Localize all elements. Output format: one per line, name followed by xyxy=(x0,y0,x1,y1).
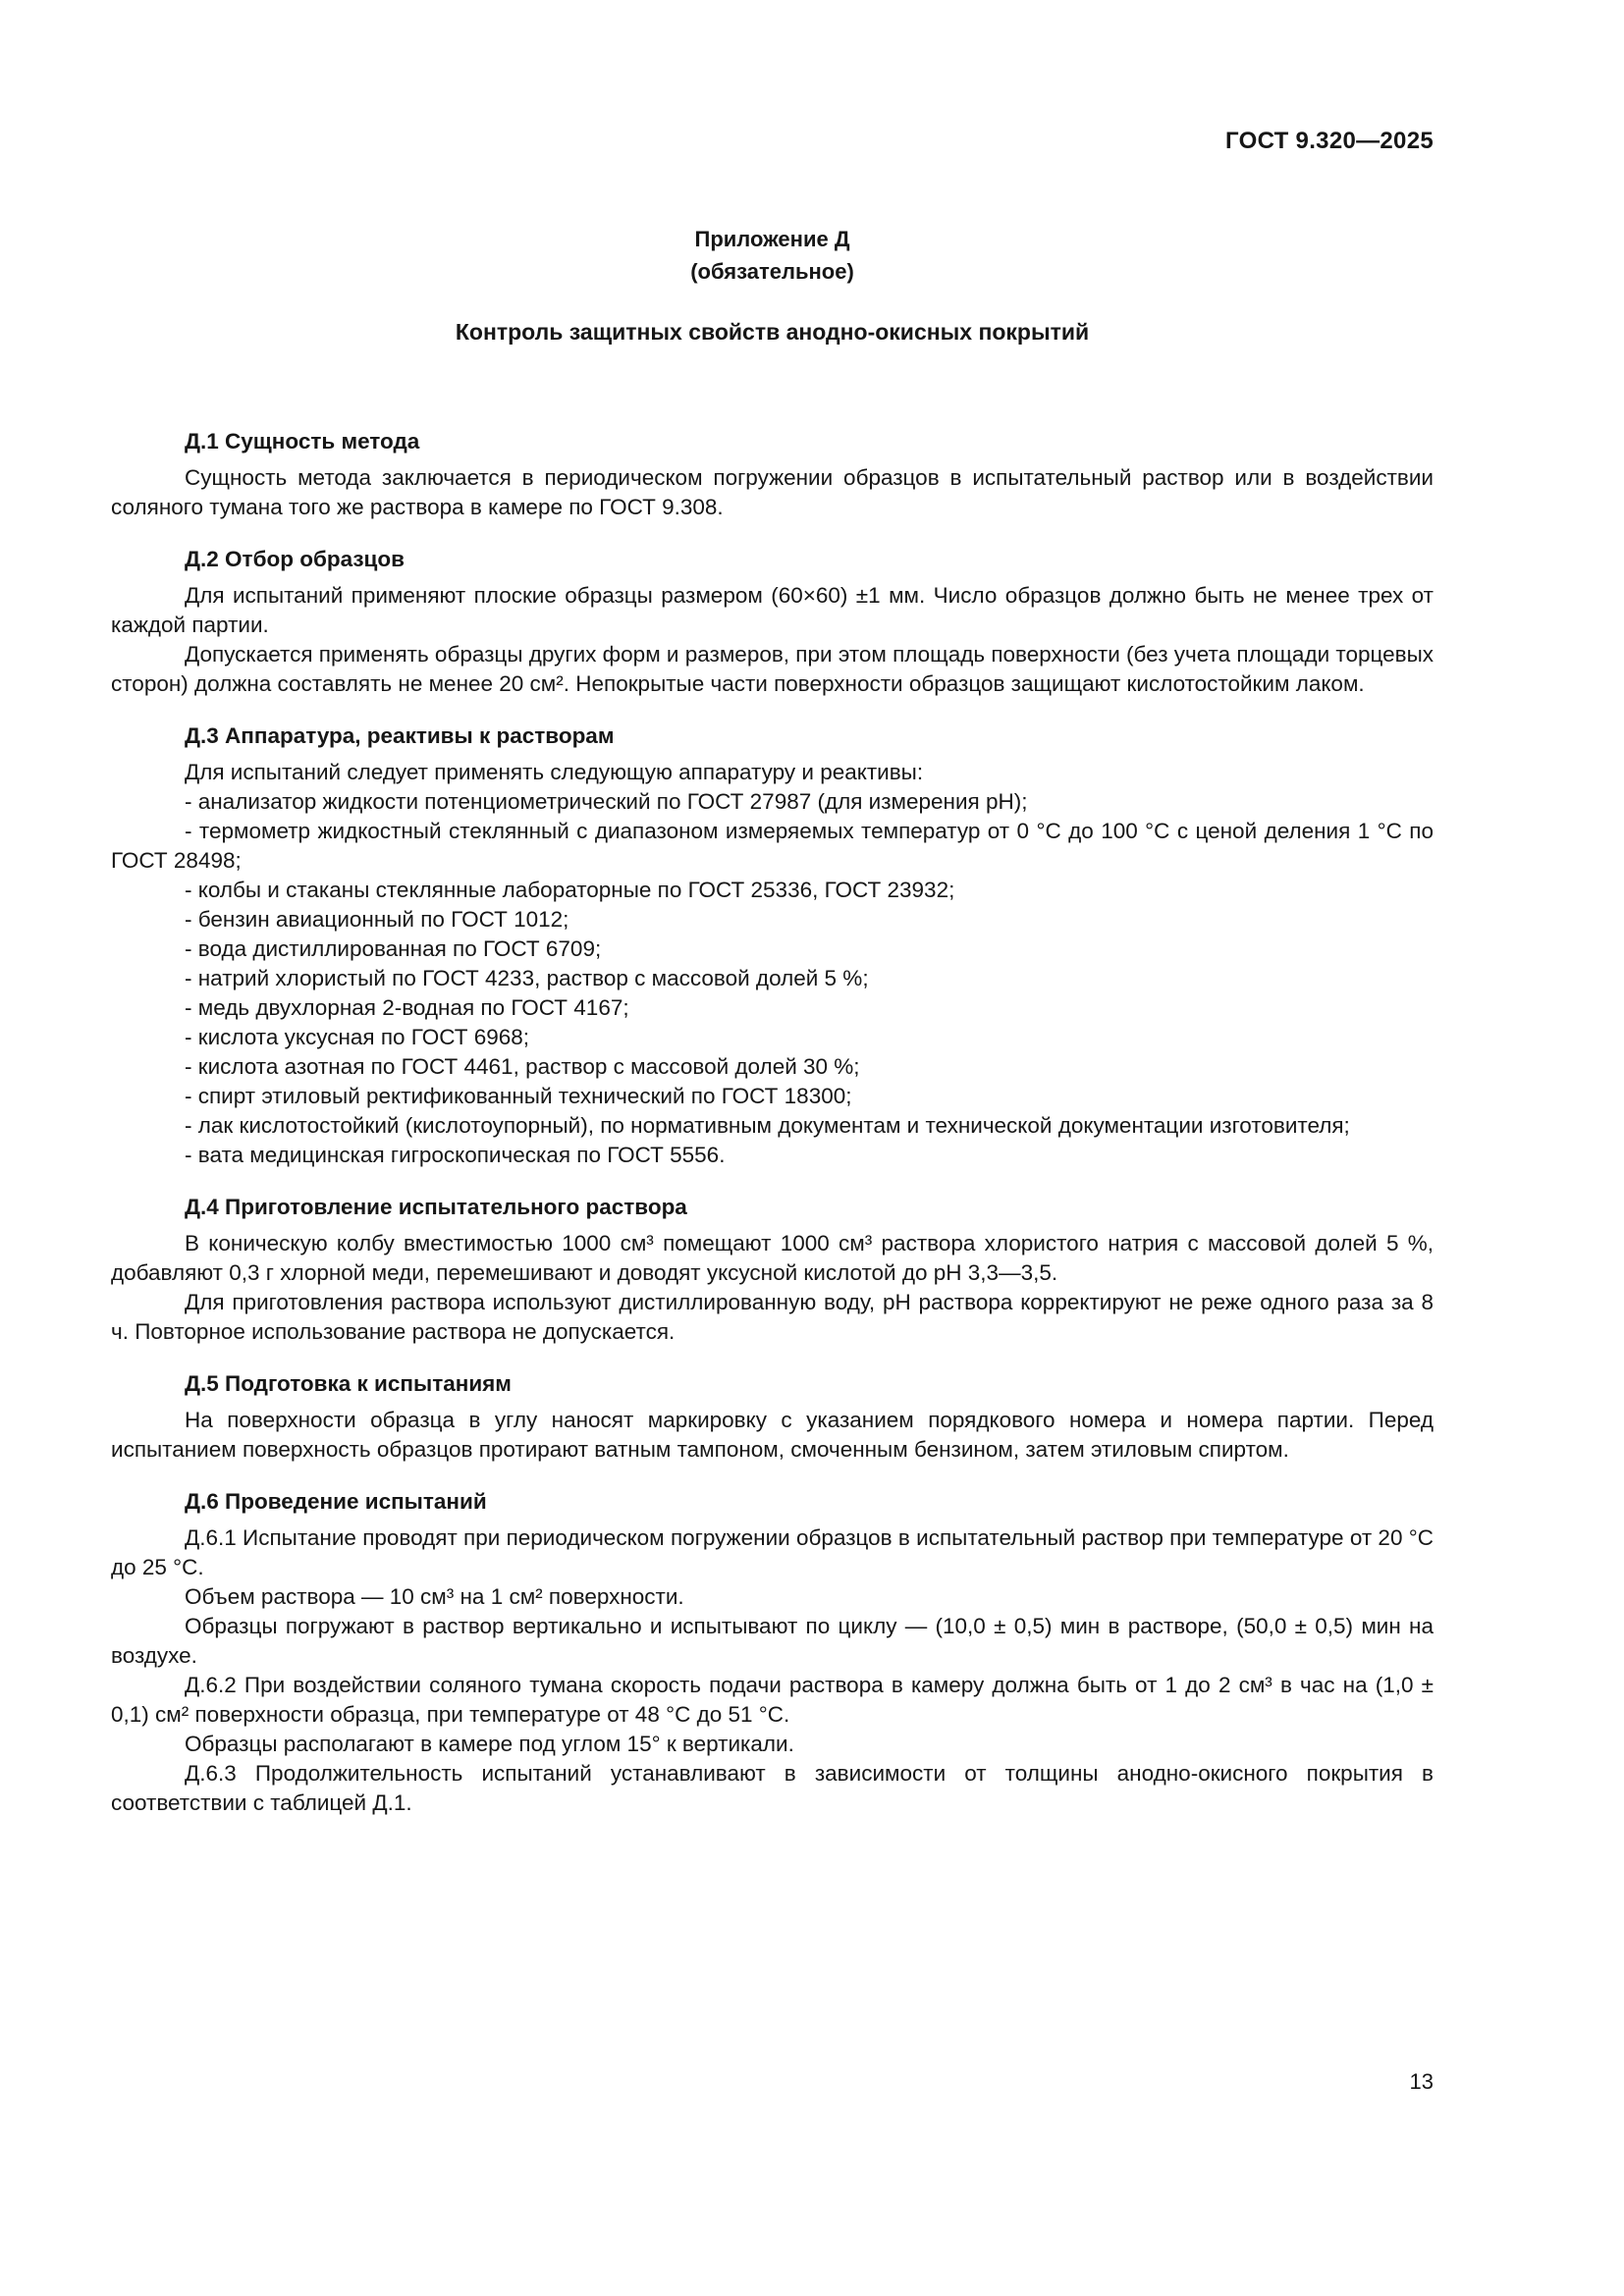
paragraph: - натрий хлористый по ГОСТ 4233, раствор с массовой долей 5 %; xyxy=(185,966,869,990)
paragraph: Допускается применять образцы других форм и размеров, при этом площадь поверхности (без учета площади торцевых сторон) должна составлять не менее 20 см². Непокрытые части поверхности образцов защищают кислотостойким лаком. xyxy=(111,642,1434,696)
appendix-header xyxy=(111,223,1434,288)
doc-number: ГОСТ 9.320—2025 xyxy=(1225,128,1434,154)
document-title: Контроль защитных свойств анодно-окисных покрытий xyxy=(455,319,1090,345)
appendix-status: (обязательное) xyxy=(690,259,854,284)
paragraph: - бензин авиационный по ГОСТ 1012; xyxy=(185,907,569,932)
paragraph: В коническую колбу вместимостью 1000 см³ помещают 1000 см³ раствора хлористого натрия с массовой долей 5 %, добавляют 0,3 г хлорной меди, перемешивают и доводят уксусной кислотой до pH 3,3—3,5. xyxy=(111,1231,1434,1285)
paragraph: Д.6.3 Продолжительность испытаний устанавливают в зависимости от толщины анодно-окисного покрытия в соответствии с таблицей Д.1. xyxy=(111,1761,1434,1815)
section-heading: Д.3 Аппаратура, реактивы к растворам xyxy=(185,723,615,748)
paragraph: - вата медицинская гигроскопическая по ГОСТ 5556. xyxy=(185,1143,726,1167)
paragraph: Для испытаний применяют плоские образцы размером (60×60) ±1 мм. Число образцов должно быть не менее трех от каждой партии. xyxy=(111,583,1434,637)
paragraph: Образцы погружают в раствор вертикально и испытывают по циклу — (10,0 ± 0,5) мин в растворе, (50,0 ± 0,5) мин на воздухе. xyxy=(111,1614,1434,1668)
paragraph: - спирт этиловый ректификованный технический по ГОСТ 18300; xyxy=(185,1084,852,1108)
section-heading: Д.4 Приготовление испытательного раствора xyxy=(185,1195,687,1219)
paragraph: - кислота азотная по ГОСТ 4461, раствор с массовой долей 30 %; xyxy=(185,1054,860,1079)
paragraph: Объем раствора — 10 см³ на 1 см² поверхности. xyxy=(185,1584,684,1609)
paragraph: - медь двухлорная 2-водная по ГОСТ 4167; xyxy=(185,995,629,1020)
paragraph: - колбы и стаканы стеклянные лабораторные по ГОСТ 25336, ГОСТ 23932; xyxy=(185,878,955,902)
paragraph: Для приготовления раствора используют дистиллированную воду, pH раствора корректируют не реже одного раза за 8 ч. Повторное использование раствора не допускается. xyxy=(111,1290,1434,1344)
paragraph: - кислота уксусная по ГОСТ 6968; xyxy=(185,1025,530,1049)
paragraph: На поверхности образца в углу наносят маркировку с указанием порядкового номера и номера партии. Перед испытанием поверхность образцов протирают ватным тампоном, смоченным бензином, затем этиловым спиртом. xyxy=(111,1408,1434,1462)
paragraph: - анализатор жидкости потенциометрический по ГОСТ 27987 (для измерения pH); xyxy=(185,789,1028,814)
section-heading: Д.6 Проведение испытаний xyxy=(185,1489,487,1514)
paragraph: Для испытаний следует применять следующую аппаратуру и реактивы: xyxy=(185,760,924,784)
paragraph: Образцы располагают в камере под углом 15° к вертикали. xyxy=(185,1732,794,1756)
paragraph: - термометр жидкостный стеклянный с диапазоном измеряемых температур от 0 °С до 100 °С с ценой деления 1 °С по ГОСТ 28498; xyxy=(111,819,1434,873)
paragraph: - вода дистиллированная по ГОСТ 6709; xyxy=(185,936,602,961)
paragraph: Сущность метода заключается в периодическом погружении образцов в испытательный раствор или в воздействии соляного тумана того же раствора в камере по ГОСТ 9.308. xyxy=(111,465,1434,519)
page-number: 13 xyxy=(1409,2069,1434,2094)
section-heading: Д.2 Отбор образцов xyxy=(185,547,405,571)
section-heading: Д.5 Подготовка к испытаниям xyxy=(185,1371,512,1396)
document-body xyxy=(111,404,1434,1818)
paragraph: - лак кислотостойкий (кислотоупорный), по нормативным документам и технической документации изготовителя; xyxy=(185,1113,1350,1138)
paragraph: Д.6.1 Испытание проводят при периодическом погружении образцов в испытательный раствор при температуре от 20 °С до 25 °С. xyxy=(111,1525,1434,1579)
paragraph: Д.6.2 При воздействии соляного тумана скорость подачи раствора в камеру должна быть от 1 до 2 см³ в час на (1,0 ± 0,1) см² поверхности образца, при температуре от 48 °С до 51 °С. xyxy=(111,1673,1434,1727)
section-heading: Д.1 Сущность метода xyxy=(185,429,420,454)
appendix-label: Приложение Д xyxy=(694,227,850,251)
